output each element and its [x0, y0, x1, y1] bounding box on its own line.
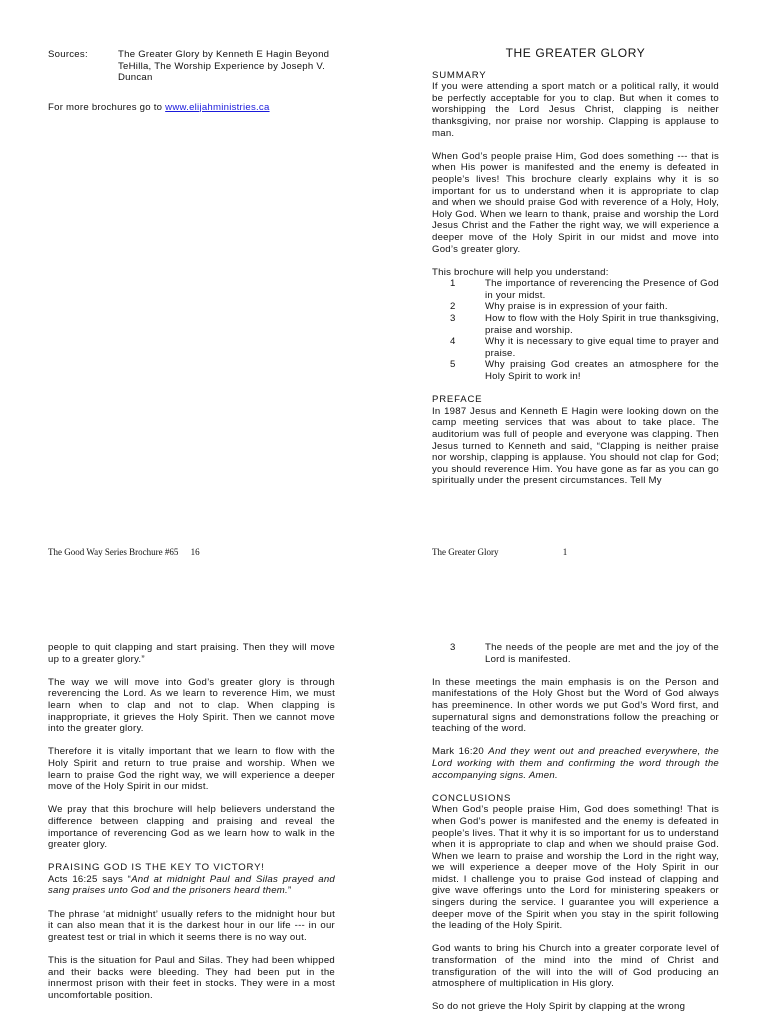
page-2-column	[48, 642, 335, 1024]
paragraph: The way we will move into God’s greater glory is through reverencing the Lord. As we learn to reverence Him, we must learn when to clap and not to clap. When clapping is inappropriate, it grieves the Holy Spirit. Then we cannot move into the greater glory.	[48, 676, 335, 735]
brochures-line	[48, 102, 335, 114]
page-16-footer	[48, 547, 200, 557]
acts-quote-paragraph: Acts 16:25 says “And at midnight Paul and Silas prayed and sang praises unto God and the prisoners heard them.”	[48, 873, 335, 897]
page-15-column	[432, 642, 719, 1024]
paragraph: people to quit clapping and start praising. Then they will move up to a greater glory.”	[48, 642, 335, 665]
footer-title: The Greater Glory	[432, 547, 499, 557]
section-heading: PRAISING GOD IS THE KEY TO VICTORY!	[48, 862, 265, 874]
list-item: 3 How to flow with the Holy Spirit in true thanksgiving, praise and worship.	[450, 313, 719, 336]
paragraph: This is the situation for Paul and Silas. They had been whipped and their backs were bleeding. They had been put in the innermost prison with their feet in stocks. They were in a most uncomfortable position.	[48, 955, 335, 1001]
mark-quote-paragraph	[432, 746, 719, 781]
paragraph: We pray that this brochure will help believers understand the difference between clapping and praising and reveal the importance of reverencing God as we learn how to walk in the greater glory.	[48, 804, 335, 851]
paragraph: God wants to bring his Church into a greater corporate level of transformation of the mind into the mind of Christ and transfiguration of the will into the will of God producing an atmosphere of multiplication in His glory.	[432, 943, 719, 990]
page-16-column	[48, 49, 335, 113]
paragraph: Therefore it is vitally important that we learn to flow with the Holy Spirit and return to true praise and worship. When we learn to praise God the right way, we will experience a deeper move of the Holy Spirit in our midst.	[48, 746, 335, 793]
paragraph: So do not grieve the Holy Spirit by clapping at the wrong	[432, 1001, 686, 1013]
list-item: 5 Why praising God creates an atmosphere for the Holy Spirit to work in!	[450, 359, 719, 383]
sources-text: The Greater Glory by Kenneth E Hagin Beyond TeHilla, The Worship Experience by Joseph V. Duncan	[118, 49, 330, 84]
list-item: 2 Why praise is in expression of your faith.	[450, 301, 668, 313]
sources-block	[48, 49, 335, 84]
list-item: 4 Why it is necessary to give equal time to prayer and praise.	[450, 336, 719, 359]
preface-heading: PREFACE	[432, 394, 483, 406]
footer-series: The Good Way Series Brochure #65	[48, 547, 179, 557]
list-intro: This brochure will help you understand:	[432, 266, 609, 278]
scripture-reference: Mark 16:20	[432, 746, 489, 758]
brochures-text: For more brochures go to	[48, 101, 166, 113]
conclusions-heading: CONCLUSIONS	[432, 792, 512, 804]
ministries-link[interactable]: www.elijahministries.ca	[165, 101, 270, 113]
summary-heading: SUMMARY	[432, 69, 487, 81]
summary-paragraph-1: If you were attending a sport match or a political rally, it would be perfectly acceptable for you to clap. But when it comes to worshipping the Lord Jesus Christ, clapping is neither thanksgiving, nor praise nor worship. Clapping is applause to man.	[432, 81, 719, 139]
page-1-footer	[432, 547, 567, 557]
list-item: 1 The importance of reverencing the Presence of God in your midst.	[450, 278, 719, 301]
summary-paragraph-2: When God’s people praise Him, God does something --- that is when His power is manifested and the enemy is defeated in people’s lives! This brochure clearly explains why it is so important for us to understand when it is appropriate to clap and when we should praise God with reverence of a Holy, Holy, Holy God. When we learn to thank, praise and worship the Lord Jesus Christ and the Father the right way, we will experience a deeper move of the Holy Spirit in our midst and move into God’s greater glory.	[432, 150, 719, 255]
list-item: 3 The needs of the people are met and the joy of the Lord is manifested.	[450, 642, 719, 665]
footer-page-number: 16	[190, 547, 200, 557]
scripture-reference: Acts 16:25 says “	[48, 873, 132, 885]
brochure-title: THE GREATER GLORY	[505, 48, 646, 60]
page-1-column	[432, 48, 719, 523]
preface-paragraph: In 1987 Jesus and Kenneth E Hagin were looking down on the camp meeting services that was about to take place. The auditorium was full of people and everyone was clapping. Then Jesus turned to Kenneth and said, “Clapping is neither praise nor worship, clapping is applause. You should not clap for God; you should reverence Him. You have gone as far as you can go spiritually under the present circumstances. Tell My	[432, 405, 719, 487]
footer-page-number: 1	[562, 547, 568, 557]
sources-label: Sources:	[48, 49, 88, 60]
scripture-quote: And at midnight Paul and Silas prayed and sang praises unto God and the prisoners heard them.	[48, 873, 335, 897]
paragraph: In these meetings the main emphasis is on the Person and manifestations of the Holy Ghost but the Word of God always has preeminence. In other words we put God’s Word first, and supernatural signs and demonstrations follow the preaching or teaching of the word.	[432, 676, 719, 735]
paragraph: The phrase ‘at midnight’ usually refers to the midnight hour but it can also mean that it is the darkest hour in our life --- in our greatest test or trial in which it seems there is no way out.	[48, 908, 335, 943]
scripture-quote: And they went out and preached everywhere, the Lord working with them and confirming the word through the accompanying signs. Amen.	[432, 746, 719, 781]
paragraph: When God’s people praise Him, God does something! That is when God’s power is manifested and the enemy is defeated in people’s lives. That it why it is so important for us to understand when it is appropriate to clap and when we should praise God. When we learn to praise and worship the Lord in the right way, we will experience a deeper move of the Holy Spirit in our midst. I challenge you to praise God instead of clapping and give wave offerings unto the Lord for ministering speakers or singers during the service. I guarantee you will experience a deeper move of the Spirit when you stay in the spirit following the leading of the Holy Spirit.	[432, 804, 719, 932]
needs-list	[432, 642, 719, 665]
benefits-list	[432, 278, 719, 382]
